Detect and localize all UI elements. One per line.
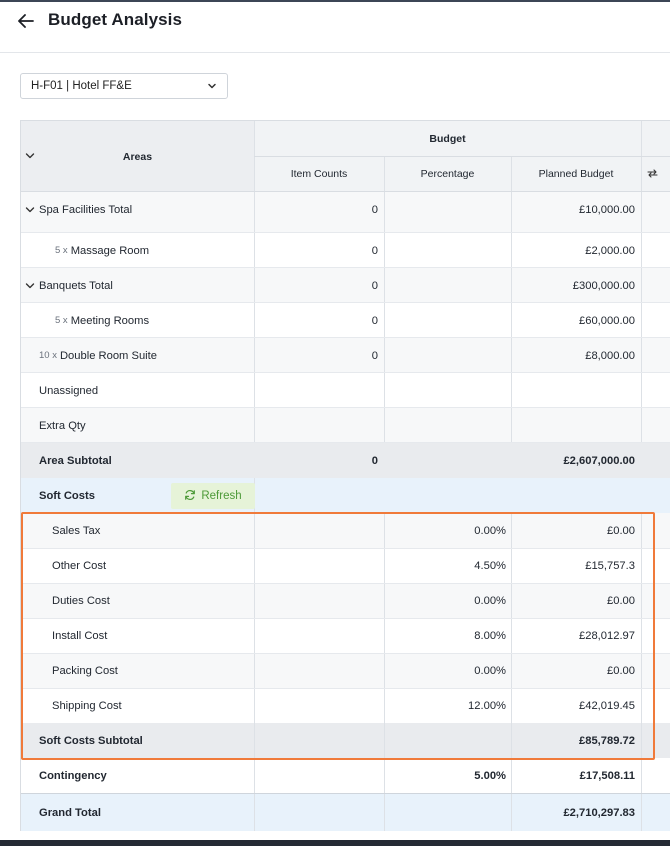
soft-costs-subtotal-label: Soft Costs Subtotal	[39, 734, 143, 747]
item-count: 0	[371, 203, 378, 216]
quantity-multiplier: 5 x	[55, 245, 68, 256]
row-label: Double Room Suite	[59, 349, 157, 362]
page-header	[0, 2, 670, 53]
planned-budget: £2,000.00	[585, 244, 635, 257]
soft-cost-percentage[interactable]: 8.00%	[474, 629, 506, 642]
item-count: 0	[371, 244, 378, 257]
planned-budget: £8,000.00	[585, 349, 635, 362]
soft-cost-label: Packing Cost	[52, 664, 118, 677]
row-label[interactable]: Banquets Total	[39, 279, 113, 292]
grand-total-label: Grand Total	[39, 806, 101, 819]
grand-total-budget: £2,710,297.83	[563, 806, 635, 819]
soft-cost-percentage[interactable]: 0.00%	[474, 524, 506, 537]
soft-costs-label: Soft Costs	[39, 489, 95, 502]
refresh-label: Refresh	[201, 490, 242, 502]
list-item[interactable]	[55, 233, 250, 268]
contingency-budget: £17,508.11	[579, 769, 635, 782]
item-count: 0	[371, 349, 378, 362]
area-subtotal-label: Area Subtotal	[39, 454, 112, 467]
area-subtotal-count: 0	[371, 454, 378, 467]
planned-budget: £60,000.00	[579, 314, 635, 327]
row-label[interactable]: Extra Qty	[39, 419, 86, 432]
soft-cost-budget: £28,012.97	[579, 629, 635, 642]
expand-chevron-icon[interactable]	[23, 200, 37, 220]
page-title: Budget Analysis	[48, 10, 183, 29]
swap-columns-icon[interactable]	[641, 156, 663, 191]
soft-costs-subtotal-budget: £85,789.72	[579, 734, 635, 747]
row-label: Massage Room	[70, 244, 150, 257]
row-label[interactable]: Unassigned	[39, 384, 99, 397]
planned-budget-column-header[interactable]: Planned Budget	[538, 167, 614, 180]
soft-cost-budget: £42,019.45	[579, 699, 635, 712]
contingency-percentage[interactable]: 5.00%	[474, 769, 506, 782]
soft-cost-percentage[interactable]: 0.00%	[474, 664, 506, 677]
soft-cost-label: Shipping Cost	[52, 699, 122, 712]
soft-cost-budget: £15,757.3	[585, 559, 635, 572]
soft-cost-percentage[interactable]: 12.00%	[468, 699, 506, 712]
row-label[interactable]: Spa Facilities Total	[39, 203, 133, 216]
list-item[interactable]	[55, 303, 250, 338]
row-label: Meeting Rooms	[70, 314, 150, 327]
soft-cost-percentage[interactable]: 0.00%	[474, 594, 506, 607]
budget-table	[20, 120, 670, 831]
percentage-column-header[interactable]: Percentage	[420, 167, 475, 180]
soft-cost-budget: £0.00	[607, 594, 635, 607]
col-divider	[254, 478, 255, 831]
chevron-down-icon	[207, 81, 217, 91]
list-item[interactable]	[39, 338, 249, 373]
item-count: 0	[371, 314, 378, 327]
quantity-multiplier: 5 x	[55, 315, 68, 326]
soft-cost-label: Install Cost	[52, 629, 108, 642]
item-counts-column-header[interactable]: Item Counts	[290, 167, 348, 180]
soft-cost-budget: £0.00	[607, 664, 635, 677]
collapse-all-chevron-icon[interactable]	[23, 146, 37, 166]
soft-cost-budget: £0.00	[607, 524, 635, 537]
areas-column-header[interactable]: Areas	[122, 150, 153, 163]
soft-cost-percentage[interactable]: 4.50%	[474, 559, 506, 572]
refresh-button[interactable]	[171, 483, 255, 509]
soft-cost-label: Duties Cost	[52, 594, 110, 607]
expand-chevron-icon[interactable]	[23, 276, 37, 296]
col-divider	[384, 156, 385, 443]
soft-cost-label: Sales Tax	[52, 524, 101, 537]
refresh-icon	[184, 489, 196, 504]
planned-budget: £300,000.00	[572, 279, 635, 292]
contingency-label: Contingency	[39, 769, 107, 782]
bottom-bar	[0, 840, 670, 846]
planned-budget: £10,000.00	[579, 203, 635, 216]
area-subtotal-budget: £2,607,000.00	[563, 454, 635, 467]
item-count: 0	[371, 279, 378, 292]
col-divider	[641, 513, 642, 831]
budget-group-header: Budget	[429, 132, 466, 145]
project-select[interactable]	[20, 73, 228, 99]
back-arrow-icon[interactable]	[16, 10, 36, 32]
quantity-multiplier: 10 x	[39, 350, 57, 361]
project-select-value: H-F01 | Hotel FF&E	[31, 80, 132, 92]
soft-cost-label: Other Cost	[52, 559, 107, 572]
